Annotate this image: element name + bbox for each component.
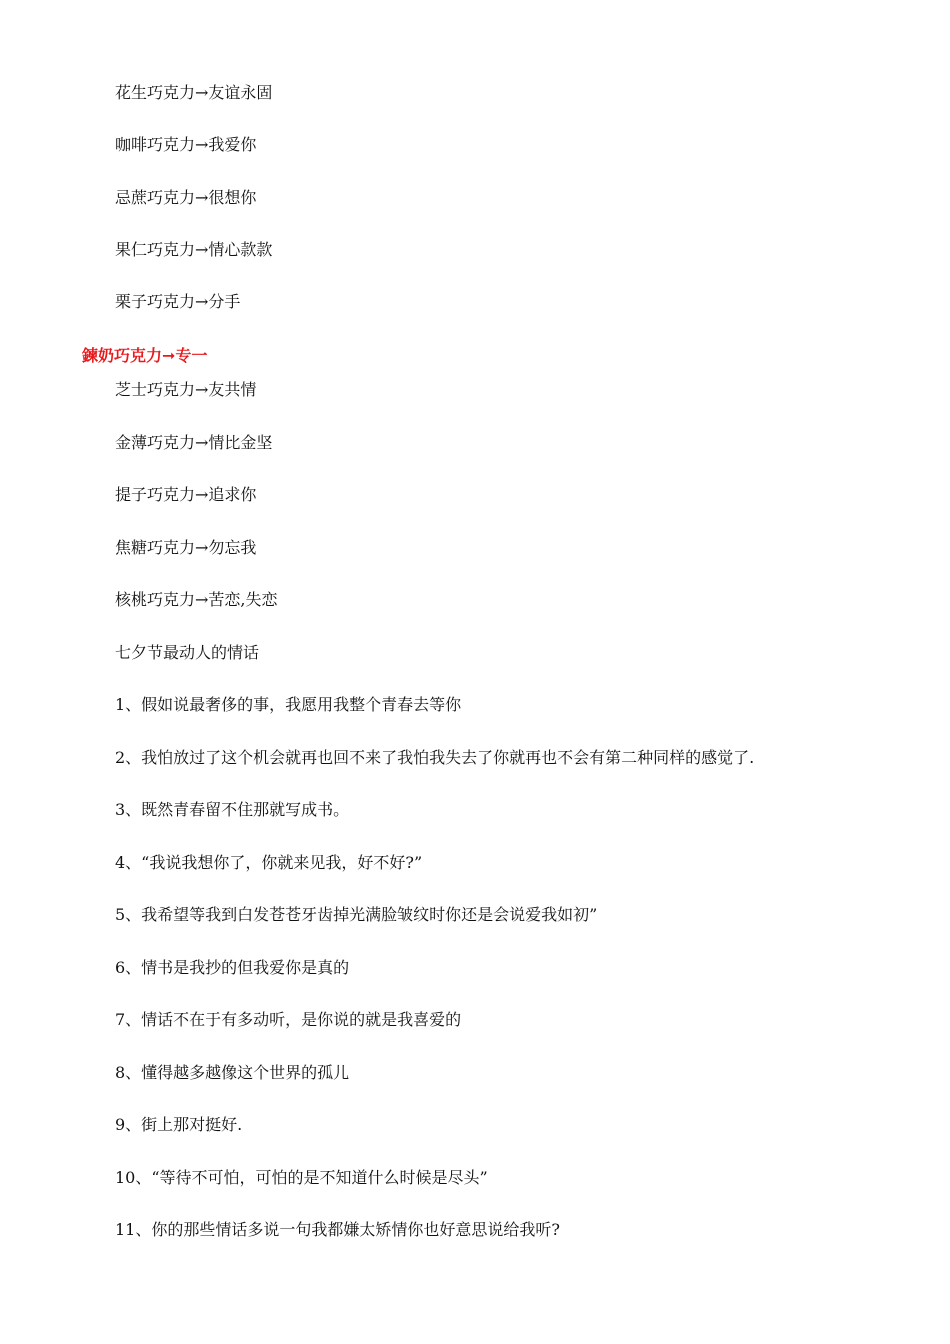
section-title: 七夕节最动人的情话 bbox=[115, 643, 260, 662]
love-quote: 3、既然青春留不住那就写成书。 bbox=[115, 800, 350, 819]
love-quote: 1、假如说最奢侈的事，我愿用我整个青春去等你 bbox=[115, 695, 462, 714]
chocolate-meaning-nut: 果仁巧克力→情心款款 bbox=[115, 240, 273, 259]
love-quote: 10、“等待不可怕，可怕的是不知道什么时候是尽头” bbox=[115, 1168, 488, 1187]
chocolate-meaning-raisin: 提子巧克力→追求你 bbox=[115, 485, 257, 504]
love-quote: 4、“我说我想你了，你就来见我，好不好?” bbox=[115, 853, 423, 872]
love-quote: 9、街上那对挺好. bbox=[115, 1115, 243, 1134]
chocolate-meaning-chestnut: 栗子巧克力→分手 bbox=[115, 292, 241, 311]
chocolate-meaning-peanut: 花生巧克力→友谊永固 bbox=[115, 83, 273, 102]
chocolate-meaning-walnut: 核桃巧克力→苦恋,失恋 bbox=[115, 590, 278, 609]
red-heading: 鍊奶巧克力➞专一 bbox=[82, 346, 208, 365]
love-quote: 5、我希望等我到白发苍苍牙齿掉光满脸皱纹时你还是会说爱我如初” bbox=[115, 905, 598, 924]
love-quote: 7、情话不在于有多动听，是你说的就是我喜爱的 bbox=[115, 1010, 462, 1029]
love-quote: 8、懂得越多越像这个世界的孤儿 bbox=[115, 1063, 350, 1082]
chocolate-meaning-rum: 忌蔗巧克力→很想你 bbox=[115, 188, 257, 207]
chocolate-meaning-coffee: 咖啡巧克力→我爱你 bbox=[115, 135, 257, 154]
chocolate-meaning-gold-foil: 金薄巧克力→情比金坚 bbox=[115, 433, 273, 452]
love-quote: 11、你的那些情话多说一句我都嫌太矫情你也好意思说给我听? bbox=[115, 1220, 560, 1239]
love-quote: 6、情书是我抄的但我爱你是真的 bbox=[115, 958, 350, 977]
chocolate-meaning-caramel: 焦糖巧克力→勿忘我 bbox=[115, 538, 257, 557]
love-quote: 2、我怕放过了这个机会就再也回不来了我怕我失去了你就再也不会有第二种同样的感觉了. bbox=[115, 748, 755, 767]
chocolate-meaning-cheese: 芝士巧克力→友共情 bbox=[115, 380, 257, 399]
